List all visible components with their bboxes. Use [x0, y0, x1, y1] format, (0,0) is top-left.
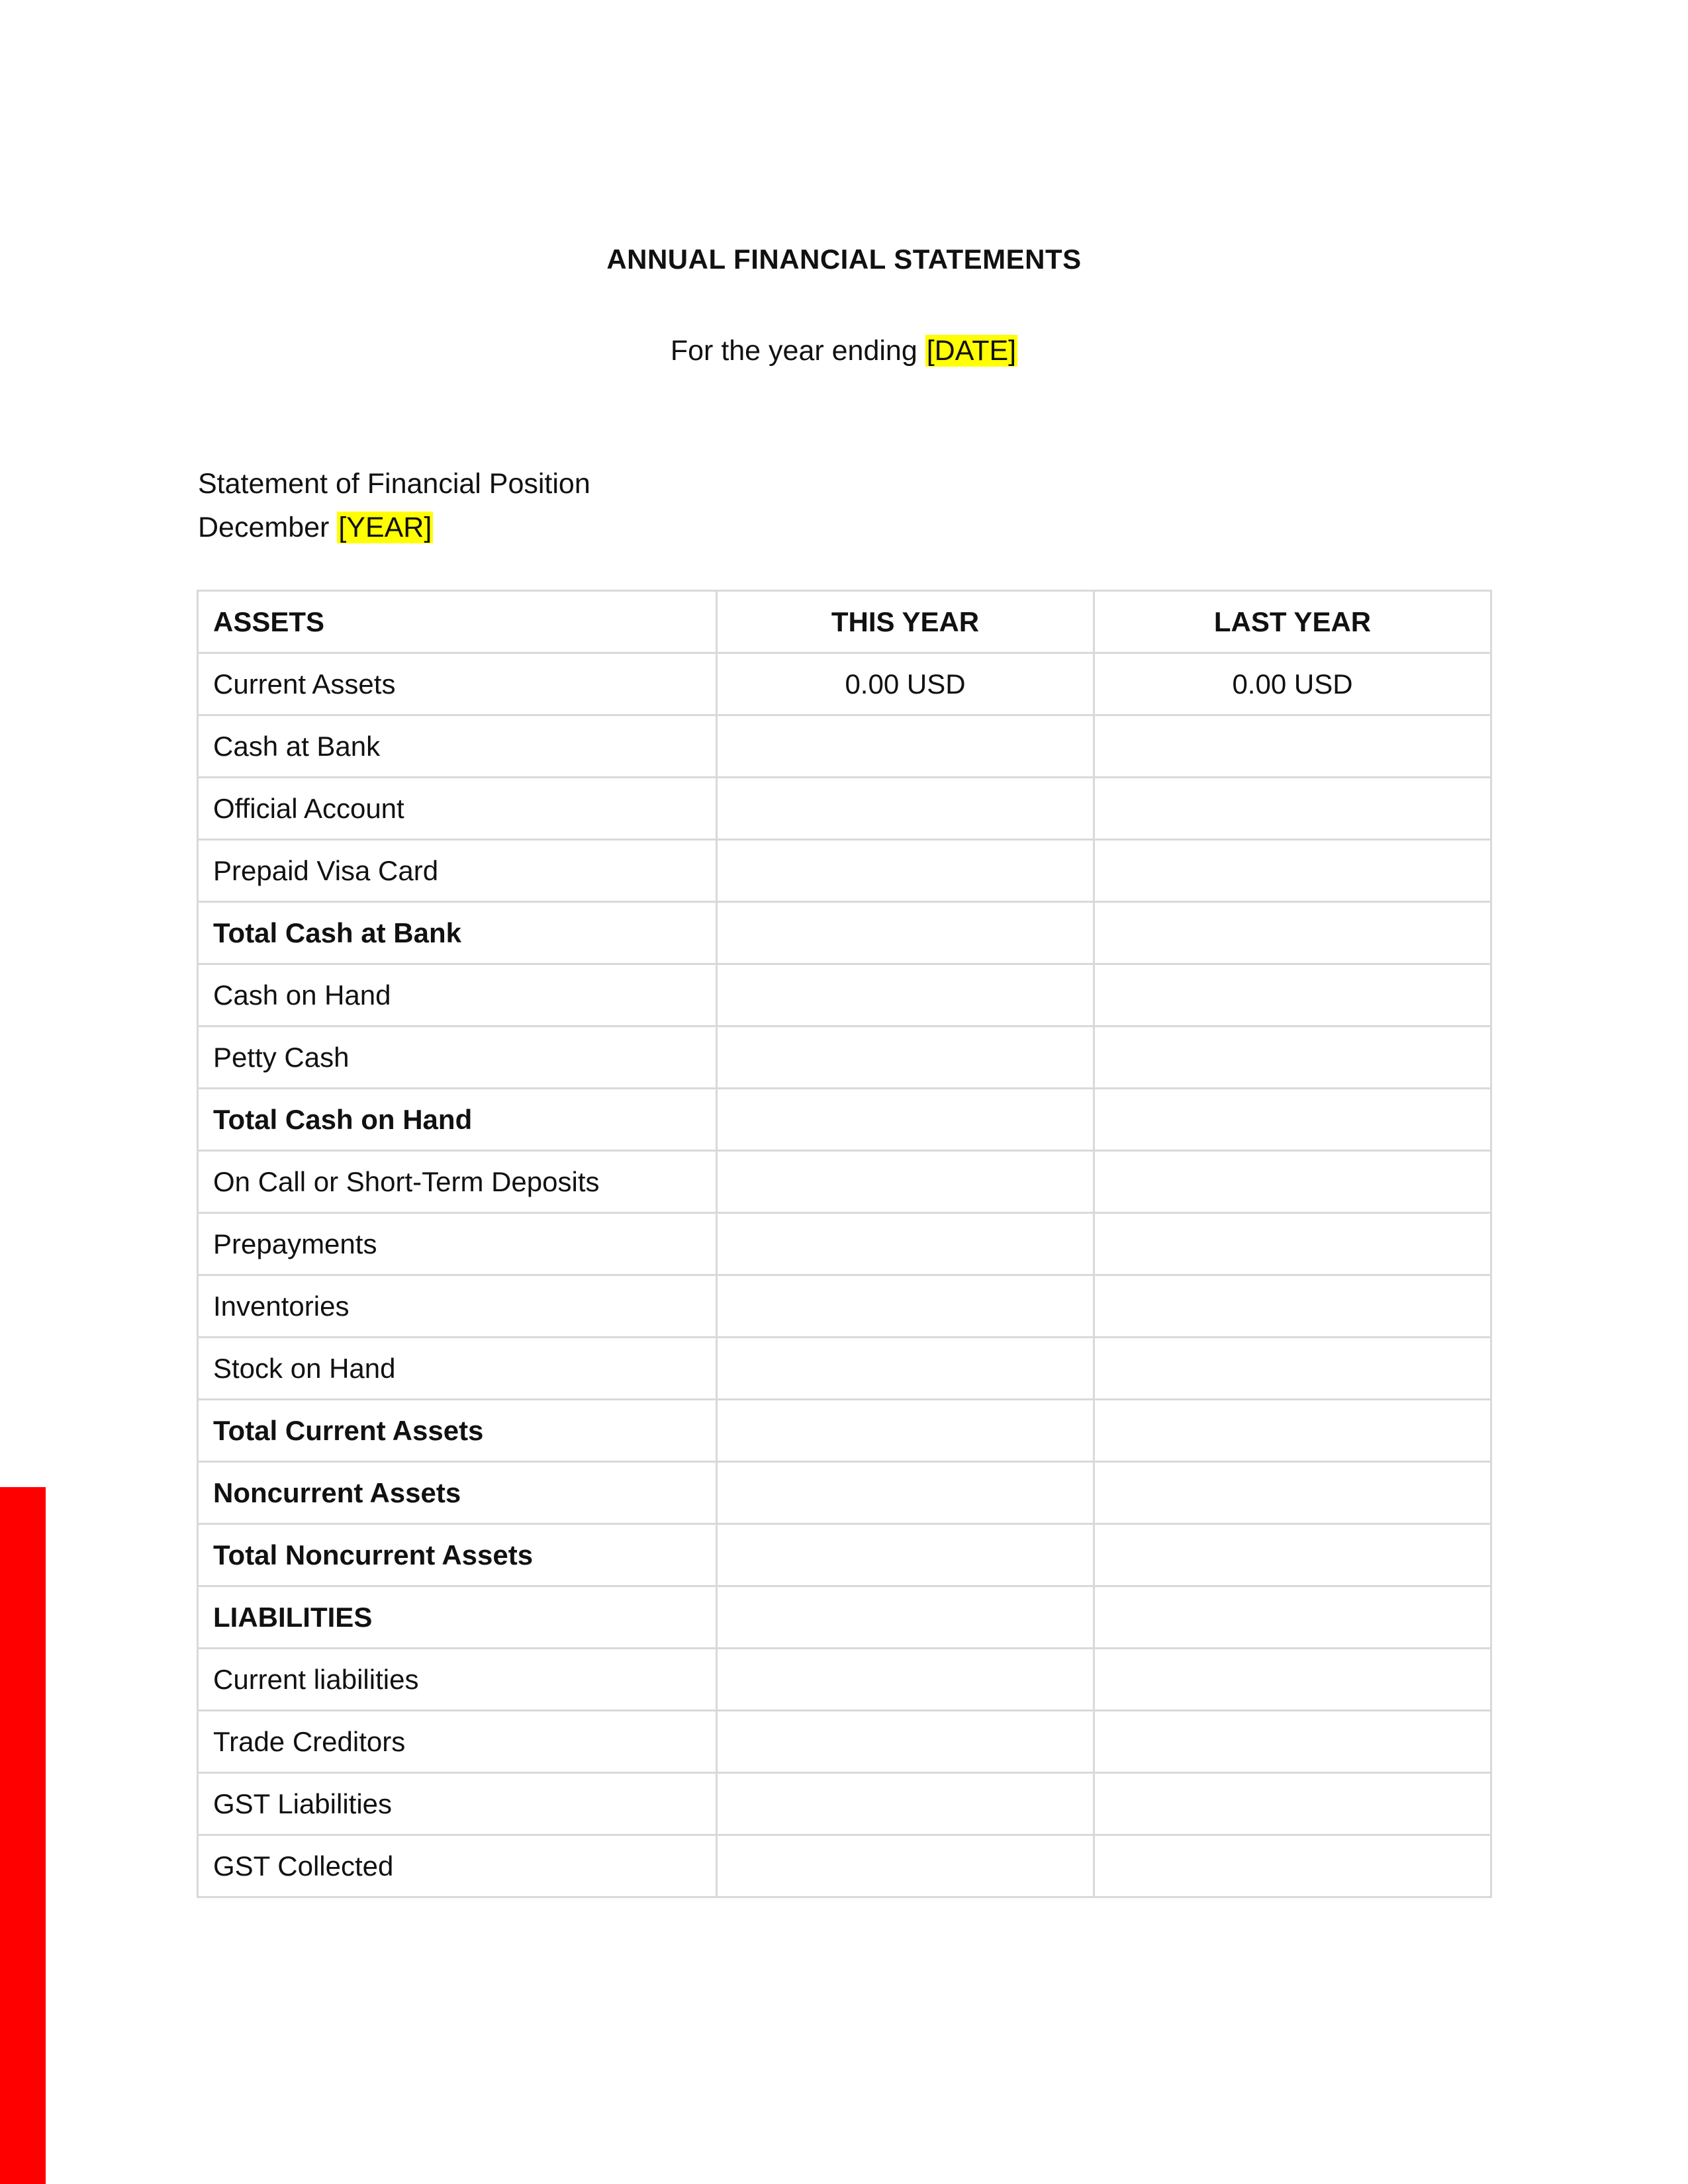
this-year-cell[interactable] [717, 1151, 1094, 1213]
last-year-cell[interactable] [1094, 1462, 1491, 1524]
row-label: Total Cash at Bank [198, 902, 717, 964]
document-subtitle [0, 335, 1688, 367]
row-label: Total Current Assets [198, 1400, 717, 1462]
last-year-cell[interactable] [1094, 1586, 1491, 1649]
table-row [198, 1524, 1491, 1586]
table-body [198, 653, 1491, 1897]
header-this-year: THIS YEAR [717, 591, 1094, 653]
last-year-cell[interactable] [1094, 1275, 1491, 1338]
row-label: On Call or Short-Term Deposits [198, 1151, 717, 1213]
table-row [198, 1400, 1491, 1462]
row-label: Prepayments [198, 1213, 717, 1275]
statement-heading [198, 462, 590, 549]
year-placeholder[interactable]: [YEAR] [338, 512, 432, 543]
row-label: LIABILITIES [198, 1586, 717, 1649]
last-year-cell[interactable] [1094, 902, 1491, 964]
table-row [198, 1026, 1491, 1089]
table-row [198, 715, 1491, 778]
header-assets: ASSETS [198, 591, 717, 653]
last-year-cell[interactable] [1094, 1400, 1491, 1462]
this-year-cell[interactable] [717, 778, 1094, 840]
last-year-cell[interactable] [1094, 1026, 1491, 1089]
last-year-cell[interactable] [1094, 1151, 1491, 1213]
row-label: Noncurrent Assets [198, 1462, 717, 1524]
last-year-cell[interactable] [1094, 1773, 1491, 1835]
this-year-cell[interactable] [717, 1089, 1094, 1151]
row-label: Current liabilities [198, 1649, 717, 1711]
side-accent-bar [0, 1487, 46, 2184]
this-year-cell[interactable] [717, 1275, 1094, 1338]
this-year-cell[interactable] [717, 1213, 1094, 1275]
table-row [198, 1462, 1491, 1524]
table-row [198, 778, 1491, 840]
this-year-cell[interactable] [717, 902, 1094, 964]
table-row [198, 902, 1491, 964]
statement-name: Statement of Financial Position [198, 468, 590, 500]
row-label: Cash on Hand [198, 964, 717, 1026]
table-row [198, 1089, 1491, 1151]
last-year-cell[interactable] [1094, 1338, 1491, 1400]
table-row [198, 840, 1491, 902]
last-year-cell[interactable] [1094, 964, 1491, 1026]
this-year-cell[interactable] [717, 1400, 1094, 1462]
this-year-cell[interactable] [717, 1711, 1094, 1773]
row-label: Official Account [198, 778, 717, 840]
table-header-row [198, 591, 1491, 653]
table-row [198, 653, 1491, 715]
last-year-cell[interactable] [1094, 778, 1491, 840]
this-year-cell[interactable] [717, 964, 1094, 1026]
table-row [198, 1835, 1491, 1897]
row-label: Current Assets [198, 653, 717, 715]
this-year-cell[interactable] [717, 715, 1094, 778]
this-year-cell[interactable] [717, 1338, 1094, 1400]
row-label: GST Collected [198, 1835, 717, 1897]
last-year-cell[interactable] [1094, 1089, 1491, 1151]
this-year-cell[interactable] [717, 1773, 1094, 1835]
this-year-cell[interactable] [717, 1026, 1094, 1089]
this-year-cell[interactable]: 0.00 USD [717, 653, 1094, 715]
row-label: Prepaid Visa Card [198, 840, 717, 902]
table-row [198, 1151, 1491, 1213]
last-year-cell[interactable]: 0.00 USD [1094, 653, 1491, 715]
row-label: Trade Creditors [198, 1711, 717, 1773]
table-row [198, 1711, 1491, 1773]
table-row [198, 1338, 1491, 1400]
this-year-cell[interactable] [717, 1835, 1094, 1897]
last-year-cell[interactable] [1094, 1213, 1491, 1275]
table-row [198, 1586, 1491, 1649]
row-label: Petty Cash [198, 1026, 717, 1089]
row-label: GST Liabilities [198, 1773, 717, 1835]
header-last-year: LAST YEAR [1094, 591, 1491, 653]
this-year-cell[interactable] [717, 1649, 1094, 1711]
row-label: Total Cash on Hand [198, 1089, 717, 1151]
subtitle-prefix: For the year ending [670, 335, 917, 367]
row-label: Total Noncurrent Assets [198, 1524, 717, 1586]
date-placeholder[interactable]: [DATE] [926, 335, 1017, 367]
period-prefix: December [198, 512, 330, 543]
statement-period [198, 506, 590, 549]
row-label: Cash at Bank [198, 715, 717, 778]
this-year-cell[interactable] [717, 1524, 1094, 1586]
this-year-cell[interactable] [717, 840, 1094, 902]
last-year-cell[interactable] [1094, 1835, 1491, 1897]
last-year-cell[interactable] [1094, 1649, 1491, 1711]
financial-position-table [197, 590, 1492, 1898]
table-row [198, 964, 1491, 1026]
last-year-cell[interactable] [1094, 715, 1491, 778]
last-year-cell[interactable] [1094, 1711, 1491, 1773]
last-year-cell[interactable] [1094, 1524, 1491, 1586]
row-label: Stock on Hand [198, 1338, 717, 1400]
last-year-cell[interactable] [1094, 840, 1491, 902]
row-label: Inventories [198, 1275, 717, 1338]
table-row [198, 1649, 1491, 1711]
table-row [198, 1773, 1491, 1835]
table-row [198, 1213, 1491, 1275]
table-row [198, 1275, 1491, 1338]
this-year-cell[interactable] [717, 1586, 1094, 1649]
document-title: ANNUAL FINANCIAL STATEMENTS [606, 244, 1082, 275]
this-year-cell[interactable] [717, 1462, 1094, 1524]
